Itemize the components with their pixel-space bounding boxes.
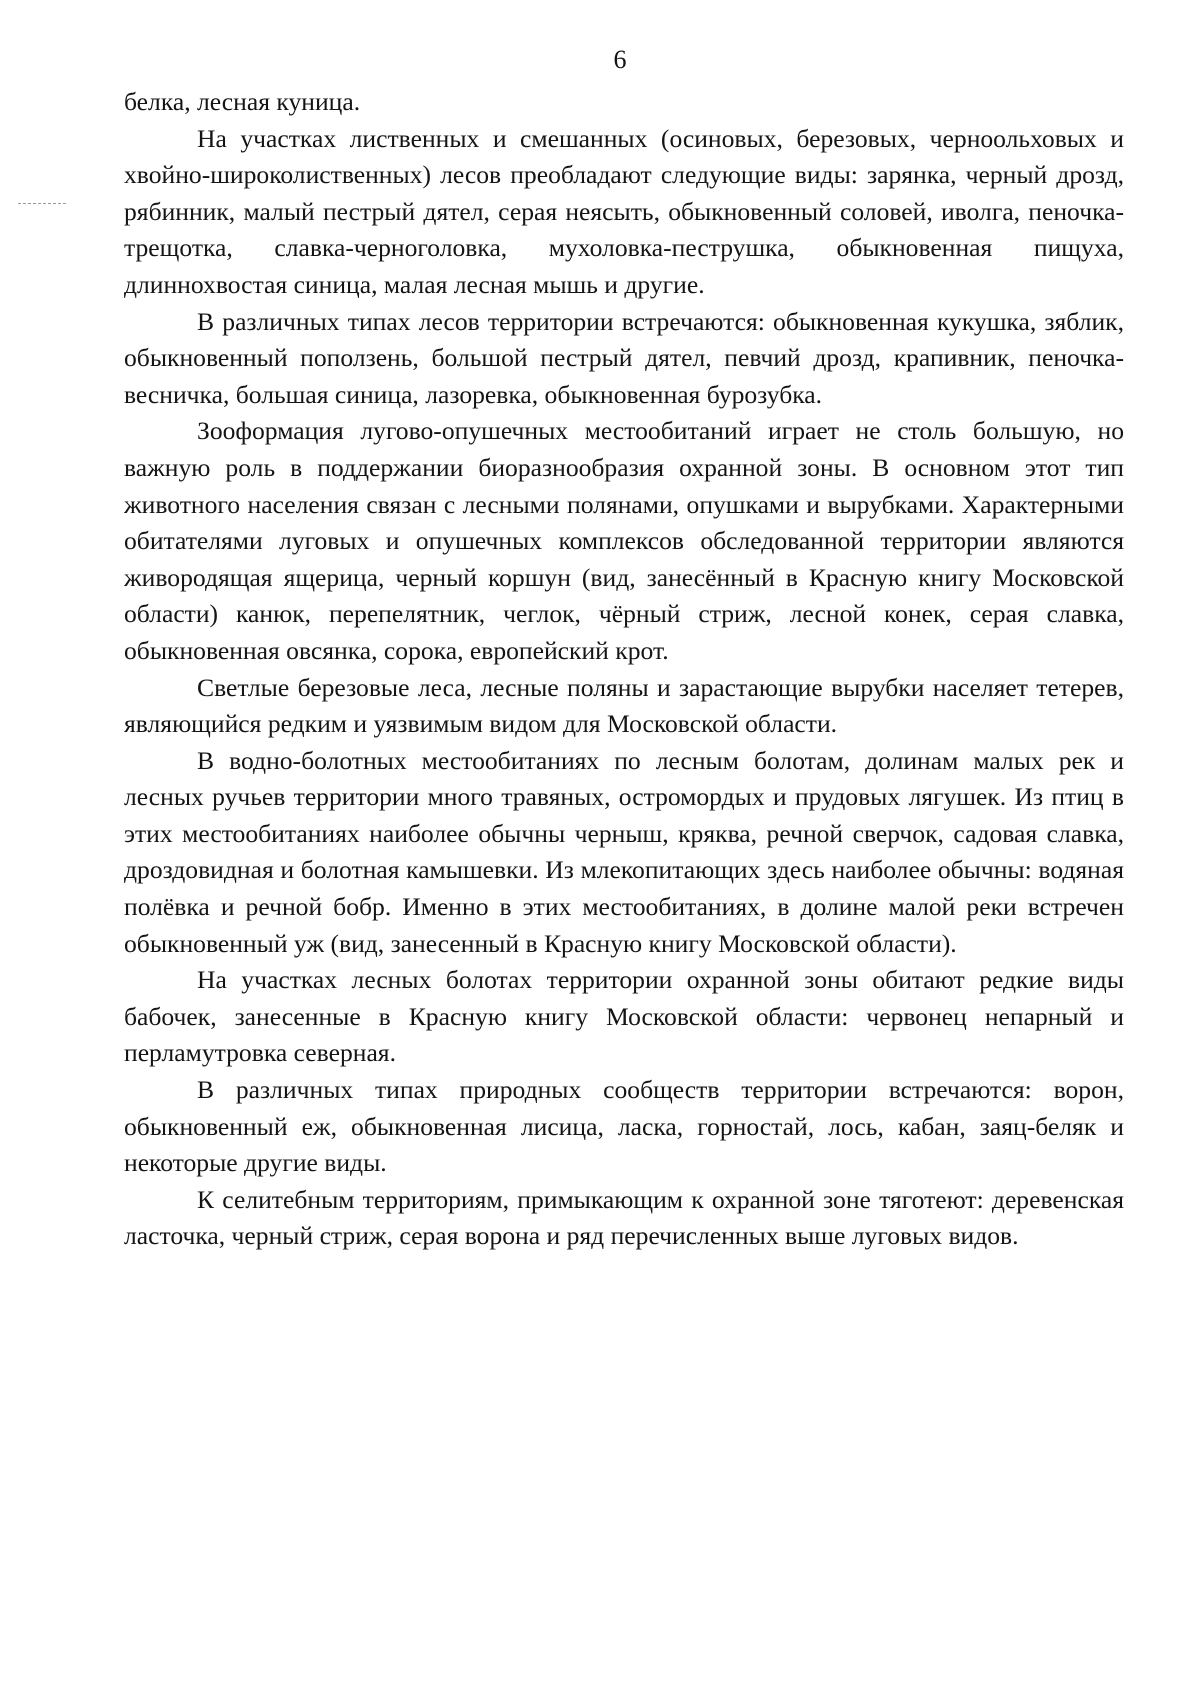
paragraph-forest-types: В различных типах лесов территории встречаются: обыкновенная кукушка, зяблик, обыкновенный поползень, большой пестрый дятел, певчий дрозд, крапивник, пеночка-весничка, большая синица, лазоревка, обыкновенная бурозубка. xyxy=(124,306,1124,409)
scan-margin-mark xyxy=(18,203,66,204)
paragraph-deciduous-forests: На участках лиственных и смешанных (осиновых, березовых, черноольховых и хвойно-широколиственных) лесов преобладают следующие виды: зарянка, черный дрозд, рябинник, малый пестрый дятел, серая неясыть, обыкновенный соловей, иволга, пеночка-трещотка, славка-черноголовка, мухоловка-пеструшка, обыкновенная пищуха, длиннохвостая синица, малая лесная мышь и другие. xyxy=(124,123,1124,299)
body-text xyxy=(124,84,1124,1255)
paragraph-meadow-edge-habitats: Зооформация лугово-опушечных местообитаний играет не столь большую, но важную роль в поддержании биоразнообразия охранной зоны. В основном этот тип животного населения связан с лесными полянами, опушками и вырубками. Характерными обитателями луговых и опушечных комплексов обследованной территории являются живородящая ящерица, черный коршун (вид, занесённый в Красную книгу Московской области) канюк, перепелятник, чеглок, чёрный стриж, лесной конек, серая славка, обыкновенная овсянка, сорока, европейский крот. xyxy=(124,416,1124,665)
paragraph-birch-forests: Светлые березовые леса, лесные поляны и зарастающие вырубки населяет тетерев, являющийся редким и уязвимым видом для Московской области. xyxy=(124,672,1124,739)
paragraph-residential-areas: К селитебным территориям, примыкающим к охранной зоне тяготеют: деревенская ласточка, черный стриж, серая ворона и ряд перечисленных выше луговых видов. xyxy=(124,1184,1124,1251)
paragraph-natural-communities: В различных типах природных сообществ территории встречаются: ворон, обыкновенный еж, обыкновенная лисица, ласка, горностай, лось, кабан, заяц-беляк и некоторые другие виды. xyxy=(124,1075,1124,1178)
paragraph-wetland-habitats: В водно-болотных местообитаниях по лесным болотам, долинам малых рек и лесных ручьев территории много травяных, остромордых и прудовых лягушек. Из птиц в этих местообитаниях наиболее обычны черныш, кряква, речной сверчок, садовая славка, дроздовидная и болотная камышевки. Из млекопитающих здесь наиболее обычны: водяная полёвка и речной бобр. Именно в этих местообитаниях, в долине малой реки встречен обыкновенный уж (вид, занесенный в Красную книгу Московской области). xyxy=(124,745,1124,958)
paragraph-continuation: белка, лесная куница. xyxy=(124,87,361,116)
page-number: 6 xyxy=(613,45,627,74)
paragraph-rare-butterflies: На участках лесных болотах территории охранной зоны обитают редкие виды бабочек, занесенные в Красную книгу Московской области: червонец непарный и перламутровка северная. xyxy=(124,965,1124,1068)
